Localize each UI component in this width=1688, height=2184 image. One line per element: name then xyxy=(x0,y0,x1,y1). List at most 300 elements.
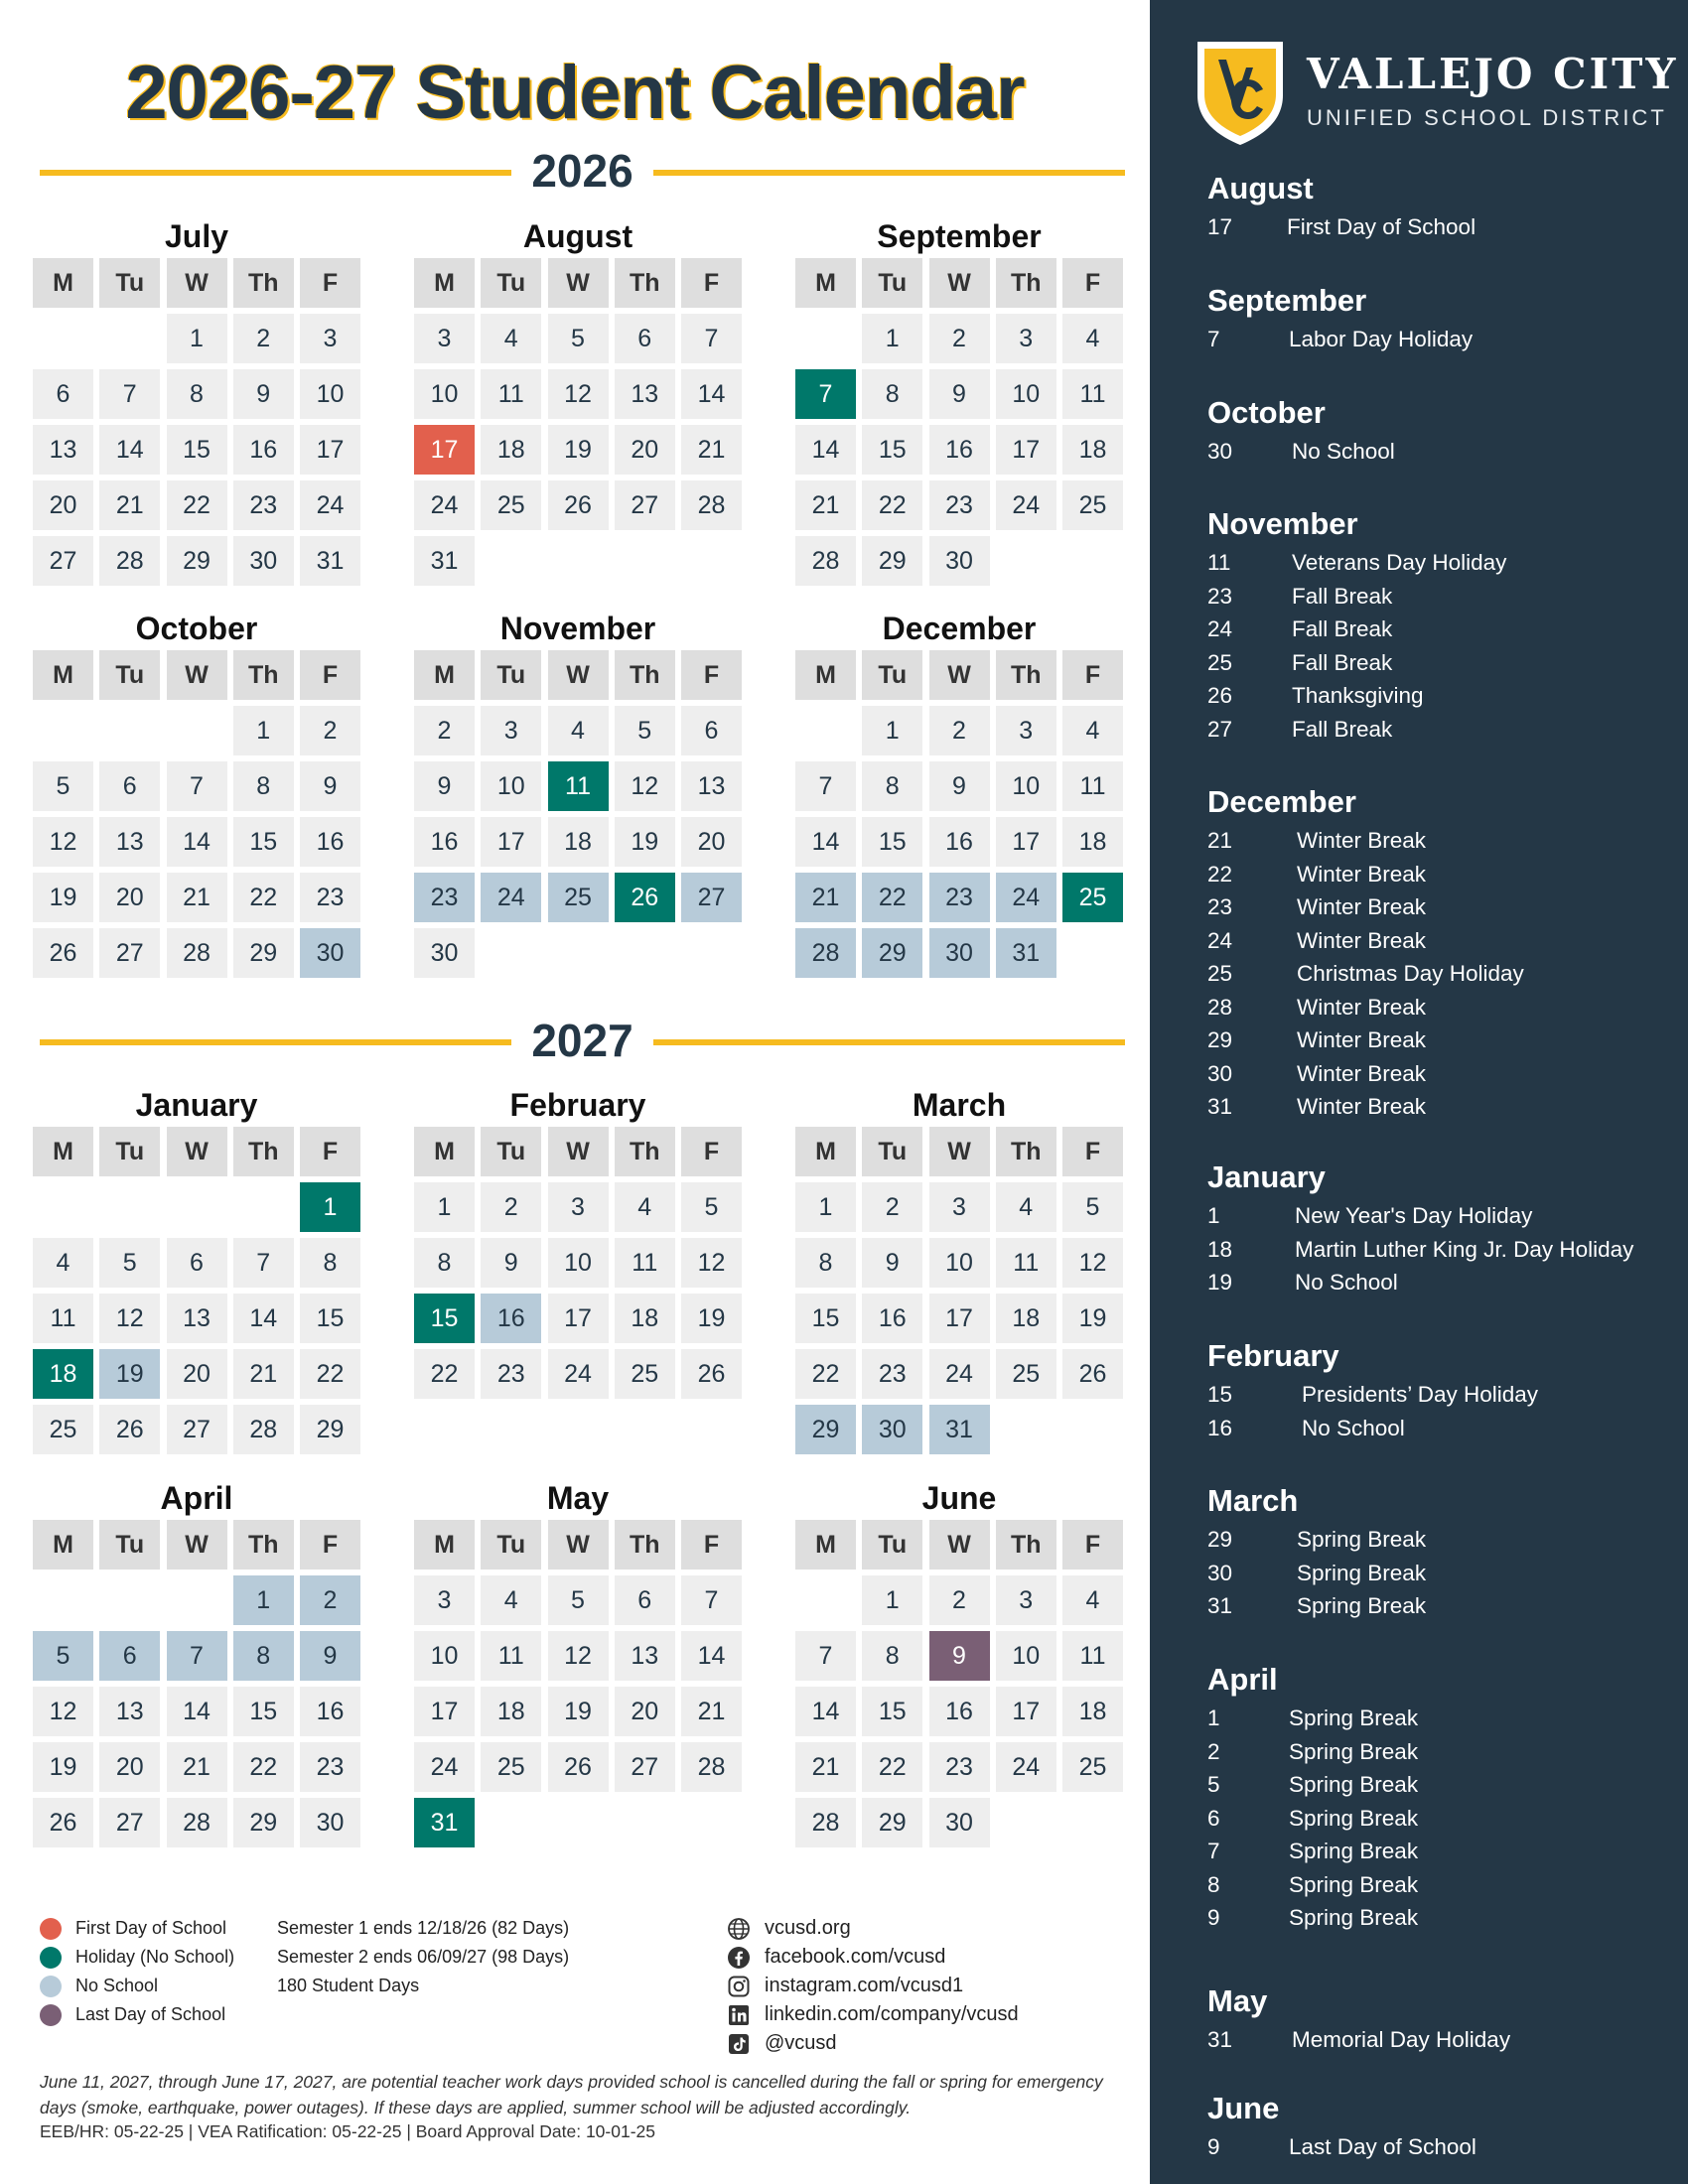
day-cell: 6 xyxy=(99,1631,160,1681)
day-cell: 26 xyxy=(33,928,93,978)
day-cell: 7 xyxy=(795,369,856,419)
sidebar-event xyxy=(1207,1739,1418,1765)
day-cell: 26 xyxy=(615,873,675,922)
day-cell: 2 xyxy=(300,706,360,755)
legend-label: Holiday (No School) xyxy=(75,1947,235,1967)
weekday-header: Tu xyxy=(481,1520,541,1570)
day-cell: 5 xyxy=(681,1182,742,1232)
month-november xyxy=(414,609,742,978)
weekday-header: W xyxy=(167,1520,227,1570)
weekday-header: Th xyxy=(996,650,1056,700)
event-date: 25 xyxy=(1207,961,1233,986)
work-days-note: June 11, 2027, through June 17, 2027, are potential teacher work days provided school is cancelled during the fall or spring for emergency days (smoke, earthquake, power outages). If these days are applied, summer school will be adjusted accordingly. xyxy=(40,2072,1103,2117)
event-label: Winter Break xyxy=(1297,1060,1427,1086)
day-cell: 2 xyxy=(929,706,990,755)
day-cell: 27 xyxy=(615,480,675,530)
divider-line xyxy=(653,1039,1125,1045)
weekday-header: Tu xyxy=(862,1127,922,1176)
event-date: 31 xyxy=(1207,2027,1233,2052)
day-cell: 30 xyxy=(929,536,990,586)
weekday-header: M xyxy=(33,258,93,308)
day-cell: 12 xyxy=(548,369,609,419)
social-link-text[interactable]: facebook.com/vcusd xyxy=(765,1946,946,1968)
day-cell: 20 xyxy=(99,873,160,922)
weekday-header: M xyxy=(414,1520,475,1570)
event-date: 9 xyxy=(1207,1905,1220,1930)
day-cell: 20 xyxy=(167,1349,227,1399)
day-cell: 4 xyxy=(996,1182,1056,1232)
day-cell: 21 xyxy=(167,1742,227,1792)
day-cell: 21 xyxy=(795,480,856,530)
event-label: No School xyxy=(1292,439,1395,464)
instagram-icon xyxy=(727,1975,751,1998)
day-cell: 14 xyxy=(795,425,856,475)
empty-cell xyxy=(99,1575,160,1625)
day-cell: 10 xyxy=(548,1238,609,1288)
day-cell: 13 xyxy=(33,425,93,475)
day-cell: 24 xyxy=(414,480,475,530)
day-cell: 3 xyxy=(481,706,541,755)
weekday-header: W xyxy=(929,258,990,308)
month-grid xyxy=(33,258,360,586)
event-date: 1 xyxy=(1207,1706,1220,1730)
month-name: March xyxy=(912,1087,1007,1123)
day-cell: 28 xyxy=(167,928,227,978)
event-date: 21 xyxy=(1207,828,1233,853)
weekday-header: M xyxy=(414,258,475,308)
day-cell: 25 xyxy=(548,873,609,922)
weekday-header: Th xyxy=(233,1127,294,1176)
day-cell: 9 xyxy=(300,1631,360,1681)
day-cell: 23 xyxy=(300,1742,360,1792)
legend-item-no-school xyxy=(40,1972,234,2000)
empty-cell xyxy=(99,706,160,755)
day-cell: 28 xyxy=(99,536,160,586)
day-cell: 2 xyxy=(233,314,294,363)
day-cell: 11 xyxy=(615,1238,675,1288)
day-cell: 9 xyxy=(929,1631,990,1681)
day-cell: 5 xyxy=(548,1575,609,1625)
day-cell: 15 xyxy=(233,817,294,867)
sidebar-event xyxy=(1207,1027,1426,1053)
day-cell: 29 xyxy=(233,1798,294,1847)
sidebar-event xyxy=(1207,1527,1426,1553)
day-cell: 8 xyxy=(414,1238,475,1288)
weekday-header: F xyxy=(681,1520,742,1570)
day-cell: 18 xyxy=(615,1294,675,1343)
day-cell: 11 xyxy=(548,761,609,811)
student-days: 180 Student Days xyxy=(277,1976,420,1995)
linkedin-icon xyxy=(727,2003,751,2027)
event-date: 7 xyxy=(1207,1839,1220,1863)
month-grid xyxy=(414,1520,742,1847)
day-cell: 28 xyxy=(681,1742,742,1792)
day-cell: 26 xyxy=(681,1349,742,1399)
day-cell: 22 xyxy=(414,1349,475,1399)
vcusd-shield-logo xyxy=(1194,38,1287,149)
event-date: 19 xyxy=(1207,1270,1233,1295)
sidebar-month-april: April xyxy=(1207,1662,1278,1697)
month-grid xyxy=(795,258,1123,586)
circle-icon xyxy=(40,1947,62,1969)
day-cell: 14 xyxy=(167,817,227,867)
event-label: Presidents’ Day Holiday xyxy=(1302,1382,1539,1407)
day-cell: 20 xyxy=(615,1687,675,1736)
sidebar-month-march: March xyxy=(1207,1483,1299,1518)
day-cell: 8 xyxy=(862,369,922,419)
event-date: 30 xyxy=(1207,1060,1233,1086)
day-cell: 11 xyxy=(996,1238,1056,1288)
social-link-text[interactable]: linkedin.com/company/vcusd xyxy=(765,2003,1019,2025)
weekday-header: F xyxy=(1062,1127,1123,1176)
day-cell: 7 xyxy=(167,761,227,811)
weekday-header: Tu xyxy=(862,650,922,700)
day-cell: 25 xyxy=(1062,873,1123,922)
event-label: Martin Luther King Jr. Day Holiday xyxy=(1295,1236,1634,1262)
day-cell: 5 xyxy=(615,706,675,755)
day-cell: 10 xyxy=(996,1631,1056,1681)
day-cell: 27 xyxy=(615,1742,675,1792)
day-cell: 29 xyxy=(233,928,294,978)
day-cell: 8 xyxy=(300,1238,360,1288)
day-cell: 23 xyxy=(481,1349,541,1399)
day-cell: 28 xyxy=(795,1798,856,1847)
day-cell: 13 xyxy=(615,1631,675,1681)
social-link-text[interactable]: @vcusd xyxy=(765,2032,837,2054)
day-cell: 16 xyxy=(300,817,360,867)
day-cell: 4 xyxy=(33,1238,93,1288)
day-cell: 13 xyxy=(615,369,675,419)
day-cell: 10 xyxy=(414,1631,475,1681)
event-date: 26 xyxy=(1207,683,1233,708)
day-cell: 20 xyxy=(615,425,675,475)
day-cell: 5 xyxy=(99,1238,160,1288)
day-cell: 14 xyxy=(795,1687,856,1736)
day-cell: 19 xyxy=(33,873,93,922)
sidebar-event xyxy=(1207,1416,1405,1441)
weekday-header: W xyxy=(929,650,990,700)
day-cell: 9 xyxy=(481,1238,541,1288)
event-label: Winter Break xyxy=(1297,894,1427,919)
day-cell: 5 xyxy=(548,314,609,363)
month-name: February xyxy=(509,1087,646,1123)
day-cell: 15 xyxy=(167,425,227,475)
sidebar-event xyxy=(1207,1561,1426,1586)
empty-cell xyxy=(33,706,93,755)
month-name: November xyxy=(499,611,656,646)
social-linkedin[interactable] xyxy=(727,2000,1019,2029)
event-date: 17 xyxy=(1207,214,1233,239)
social-link-text[interactable]: instagram.com/vcusd1 xyxy=(765,1975,964,1996)
event-date: 5 xyxy=(1207,1772,1220,1797)
event-date: 16 xyxy=(1207,1415,1233,1440)
day-cell: 5 xyxy=(33,761,93,811)
social-links xyxy=(727,1914,1019,2058)
day-cell: 19 xyxy=(548,425,609,475)
sidebar-event xyxy=(1207,1382,1538,1408)
day-cell: 25 xyxy=(615,1349,675,1399)
sidebar-event xyxy=(1207,2134,1477,2160)
legend-label: Last Day of School xyxy=(75,2004,226,2024)
day-cell: 14 xyxy=(233,1294,294,1343)
day-cell: 26 xyxy=(548,1742,609,1792)
day-cell: 16 xyxy=(929,1687,990,1736)
day-cell: 7 xyxy=(99,369,160,419)
event-label: Spring Break xyxy=(1297,1527,1427,1552)
day-cell: 20 xyxy=(33,480,93,530)
day-cell: 17 xyxy=(996,1687,1056,1736)
weekday-header: Tu xyxy=(481,258,541,308)
day-cell: 29 xyxy=(862,536,922,586)
page-title: 2026-27 Student Calendar xyxy=(125,51,1025,135)
day-cell: 19 xyxy=(548,1687,609,1736)
day-cell: 30 xyxy=(929,928,990,978)
day-cell: 17 xyxy=(481,817,541,867)
month-september xyxy=(795,216,1123,586)
approval-dates: EEB/HR: 05-22-25 | VEA Ratification: 05-22-25 | Board Approval Date: 10-01-25 xyxy=(40,2121,655,2141)
day-cell: 20 xyxy=(681,817,742,867)
day-cell: 23 xyxy=(929,873,990,922)
day-cell: 24 xyxy=(481,873,541,922)
day-cell: 25 xyxy=(481,480,541,530)
weekday-header: Th xyxy=(615,1520,675,1570)
day-cell: 2 xyxy=(929,1575,990,1625)
day-cell: 3 xyxy=(548,1182,609,1232)
legend xyxy=(40,1914,234,2029)
day-cell: 29 xyxy=(795,1405,856,1454)
day-cell: 18 xyxy=(1062,817,1123,867)
empty-cell xyxy=(99,314,160,363)
month-december xyxy=(795,609,1123,978)
social-website[interactable] xyxy=(727,1914,1019,1943)
empty-cell xyxy=(33,314,93,363)
sidebar-event xyxy=(1207,995,1426,1021)
day-cell: 1 xyxy=(862,1575,922,1625)
day-cell: 2 xyxy=(414,706,475,755)
day-cell: 16 xyxy=(929,817,990,867)
semester-1-end: Semester 1 ends 12/18/26 (82 Days) xyxy=(277,1918,570,1938)
weekday-header: Th xyxy=(996,1520,1056,1570)
day-cell: 6 xyxy=(33,369,93,419)
event-date: 29 xyxy=(1207,1027,1233,1052)
district-name: VALLEJO CITY xyxy=(1307,50,1679,98)
event-date: 25 xyxy=(1207,649,1233,675)
day-cell: 17 xyxy=(548,1294,609,1343)
day-cell: 7 xyxy=(233,1238,294,1288)
day-cell: 18 xyxy=(481,425,541,475)
month-october xyxy=(33,609,360,978)
day-cell: 9 xyxy=(300,761,360,811)
day-cell: 4 xyxy=(481,314,541,363)
day-cell: 22 xyxy=(167,480,227,530)
empty-cell xyxy=(233,1182,294,1232)
weekday-header: Th xyxy=(233,650,294,700)
day-cell: 15 xyxy=(862,1687,922,1736)
social-instagram[interactable] xyxy=(727,1972,1019,2000)
day-cell: 5 xyxy=(1062,1182,1123,1232)
day-cell: 17 xyxy=(929,1294,990,1343)
day-cell: 30 xyxy=(300,1798,360,1847)
event-label: Fall Break xyxy=(1292,716,1393,742)
day-cell: 9 xyxy=(929,761,990,811)
weekday-header: F xyxy=(300,1127,360,1176)
weekday-header: Th xyxy=(615,1127,675,1176)
day-cell: 24 xyxy=(996,1742,1056,1792)
day-cell: 8 xyxy=(233,1631,294,1681)
day-cell: 26 xyxy=(548,480,609,530)
event-label: No School xyxy=(1302,1415,1405,1440)
month-grid xyxy=(795,1520,1123,1847)
month-april xyxy=(33,1478,360,1847)
day-cell: 27 xyxy=(99,928,160,978)
event-date: 30 xyxy=(1207,1560,1233,1585)
month-name: May xyxy=(546,1480,610,1516)
social-facebook[interactable] xyxy=(727,1943,1019,1972)
day-cell: 28 xyxy=(167,1798,227,1847)
sidebar-month-december: December xyxy=(1207,784,1356,819)
event-label: Veterans Day Holiday xyxy=(1292,550,1507,575)
weekday-header: M xyxy=(33,650,93,700)
day-cell: 22 xyxy=(862,480,922,530)
day-cell: 10 xyxy=(929,1238,990,1288)
weekday-header: W xyxy=(548,258,609,308)
social-link-text[interactable]: vcusd.org xyxy=(765,1917,851,1939)
sidebar-month-june: June xyxy=(1207,2091,1280,2125)
day-cell: 16 xyxy=(929,425,990,475)
weekday-header: M xyxy=(414,650,475,700)
day-cell: 19 xyxy=(1062,1294,1123,1343)
sidebar-event xyxy=(1207,327,1473,352)
day-cell: 1 xyxy=(233,1575,294,1625)
weekday-header: Th xyxy=(996,258,1056,308)
circle-icon xyxy=(40,2004,62,2026)
day-cell: 31 xyxy=(929,1405,990,1454)
sidebar-event xyxy=(1207,214,1476,240)
legend-item-holiday xyxy=(40,1943,234,1972)
weekday-header: W xyxy=(548,1127,609,1176)
day-cell: 10 xyxy=(300,369,360,419)
year-label: 2027 xyxy=(531,1015,633,1066)
day-cell: 19 xyxy=(681,1294,742,1343)
day-cell: 1 xyxy=(862,314,922,363)
day-cell: 1 xyxy=(233,706,294,755)
day-cell: 31 xyxy=(300,536,360,586)
semester-2-end: Semester 2 ends 06/09/27 (98 Days) xyxy=(277,1947,570,1967)
day-cell: 15 xyxy=(300,1294,360,1343)
circle-icon xyxy=(40,1918,62,1940)
weekday-header: Tu xyxy=(481,650,541,700)
sidebar-event xyxy=(1207,1094,1426,1120)
event-date: 8 xyxy=(1207,1871,1220,1897)
event-date: 2 xyxy=(1207,1738,1220,1764)
year-label: 2026 xyxy=(531,145,633,197)
empty-cell xyxy=(33,1182,93,1232)
weekday-header: F xyxy=(1062,1520,1123,1570)
event-date: 15 xyxy=(1207,1382,1233,1407)
empty-cell xyxy=(167,1575,227,1625)
day-cell: 13 xyxy=(99,1687,160,1736)
event-label: No School xyxy=(1295,1270,1398,1295)
sidebar-event xyxy=(1207,894,1426,920)
month-name: August xyxy=(522,218,633,254)
event-label: Spring Break xyxy=(1289,1772,1419,1797)
day-cell: 29 xyxy=(300,1405,360,1454)
month-name: October xyxy=(135,611,258,646)
day-cell: 27 xyxy=(681,873,742,922)
event-date: 31 xyxy=(1207,1094,1233,1119)
day-cell: 2 xyxy=(862,1182,922,1232)
event-label: Spring Break xyxy=(1289,1738,1419,1764)
event-label: Winter Break xyxy=(1297,994,1427,1020)
event-date: 22 xyxy=(1207,861,1233,887)
event-label: Fall Break xyxy=(1292,649,1393,675)
weekday-header: Tu xyxy=(862,258,922,308)
sidebar-event xyxy=(1207,2027,1510,2053)
event-label: Spring Break xyxy=(1289,1706,1419,1730)
day-cell: 4 xyxy=(615,1182,675,1232)
month-grid xyxy=(33,1520,360,1847)
day-cell: 17 xyxy=(300,425,360,475)
day-cell: 30 xyxy=(300,928,360,978)
day-cell: 1 xyxy=(167,314,227,363)
day-cell: 28 xyxy=(795,536,856,586)
weekday-header: F xyxy=(1062,258,1123,308)
day-cell: 16 xyxy=(300,1687,360,1736)
day-cell: 11 xyxy=(1062,761,1123,811)
day-cell: 24 xyxy=(996,873,1056,922)
day-cell: 10 xyxy=(996,761,1056,811)
day-cell: 16 xyxy=(414,817,475,867)
day-cell: 10 xyxy=(481,761,541,811)
day-cell: 26 xyxy=(99,1405,160,1454)
sidebar-event xyxy=(1207,616,1392,642)
day-cell: 2 xyxy=(481,1182,541,1232)
day-cell: 27 xyxy=(99,1798,160,1847)
event-label: Spring Break xyxy=(1289,1905,1419,1930)
social-tiktok[interactable] xyxy=(727,2029,1019,2058)
weekday-header: M xyxy=(795,1127,856,1176)
day-cell: 1 xyxy=(414,1182,475,1232)
day-cell: 13 xyxy=(681,761,742,811)
facebook-icon xyxy=(727,1946,751,1970)
divider-line xyxy=(653,170,1125,176)
sidebar-event xyxy=(1207,650,1392,676)
day-cell: 4 xyxy=(1062,1575,1123,1625)
day-cell: 15 xyxy=(795,1294,856,1343)
month-grid xyxy=(414,650,742,978)
sidebar-event xyxy=(1207,928,1426,954)
day-cell: 24 xyxy=(414,1742,475,1792)
day-cell: 17 xyxy=(414,425,475,475)
day-cell: 29 xyxy=(167,536,227,586)
day-cell: 18 xyxy=(33,1349,93,1399)
month-grid xyxy=(795,650,1123,978)
event-label: Christmas Day Holiday xyxy=(1297,961,1524,986)
weekday-header: M xyxy=(414,1127,475,1176)
day-cell: 21 xyxy=(99,480,160,530)
event-label: Winter Break xyxy=(1297,1027,1427,1052)
day-cell: 14 xyxy=(167,1687,227,1736)
event-date: 23 xyxy=(1207,894,1233,919)
day-cell: 12 xyxy=(33,817,93,867)
event-label: New Year's Day Holiday xyxy=(1295,1203,1533,1228)
event-label: Winter Break xyxy=(1297,927,1427,953)
weekday-header: Th xyxy=(233,1520,294,1570)
sidebar-month-august: August xyxy=(1207,171,1314,205)
day-cell: 23 xyxy=(929,1742,990,1792)
day-cell: 26 xyxy=(33,1798,93,1847)
day-cell: 12 xyxy=(33,1687,93,1736)
